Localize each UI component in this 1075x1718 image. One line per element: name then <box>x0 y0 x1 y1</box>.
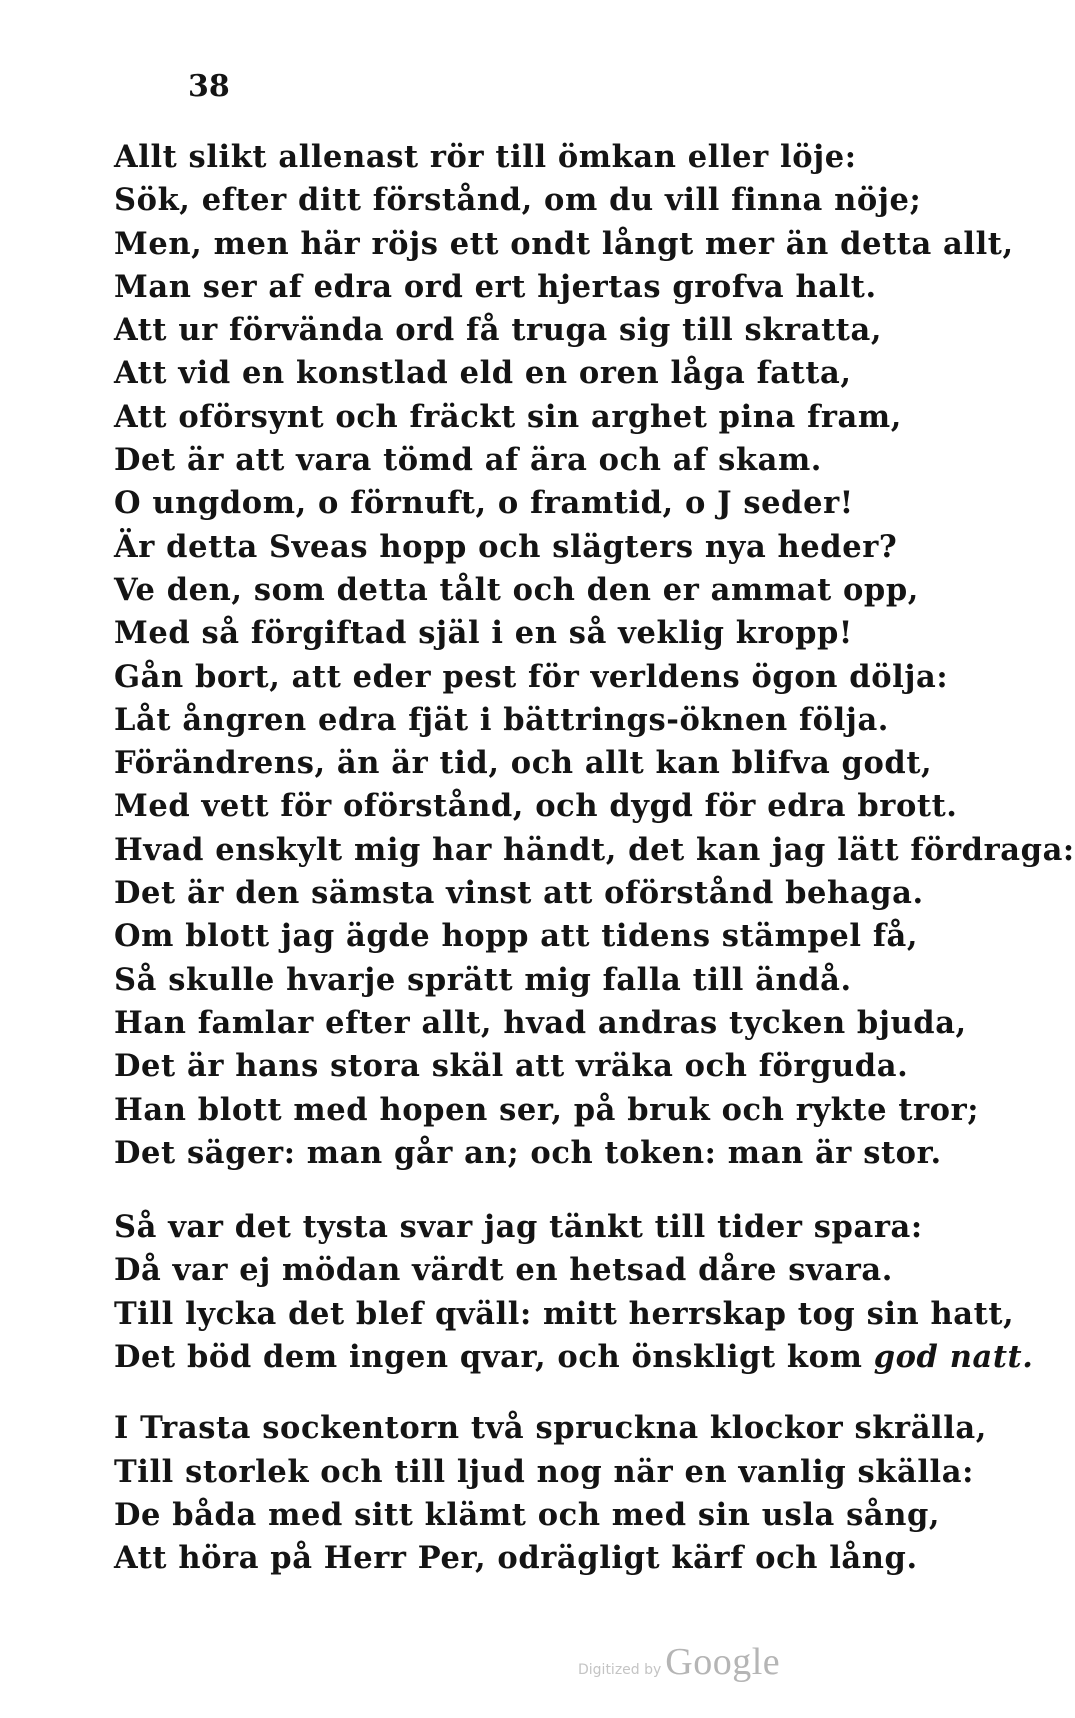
verse-line: Då var ej mödan värdt en hetsad dåre svara. <box>114 1252 893 1289</box>
verse-line: Att oförsynt och fräckt sin arghet pina fram, <box>114 398 902 435</box>
verse-line: Det är den sämsta vinst att oförstånd behaga. <box>114 875 924 912</box>
verse-line: Hvad enskylt mig har händt, det kan jag lätt fördraga: <box>114 831 1075 868</box>
stanza-2 <box>114 1206 1034 1379</box>
verse-line: Med så förgiftad själ i en så veklig kropp! <box>114 615 853 652</box>
verse-line: Så var det tysta svar jag tänkt till tider spara: <box>114 1209 923 1246</box>
verse-line: Sök, efter ditt förstånd, om du vill finna nöje; <box>114 182 922 219</box>
verse-line: Man ser af edra ord ert hjertas grofva halt. <box>114 268 877 305</box>
verse-line: Allt slikt allenast rör till ömkan eller löje: <box>114 139 857 175</box>
verse-line: Det säger: man går an; och token: man är stor. <box>114 1134 942 1171</box>
verse-line: Det är att vara tömd af ära och af skam. <box>114 442 823 479</box>
verse-line: Förändrens, än är tid, och allt kan blifva godt, <box>114 745 933 782</box>
verse-line: Om blott jag ägde hopp att tidens stämpel få, <box>114 918 919 955</box>
stanza-3 <box>114 1407 988 1580</box>
verse-line: Till storlek och till ljud nog när en vanlig skälla: <box>114 1453 974 1490</box>
verse-line: Till lycka det blef qväll: mitt herrskap tog sin hatt, <box>114 1295 1015 1332</box>
verse-line: Att höra på Herr Per, odrägligt kärf och lång. <box>114 1540 918 1577</box>
verse-line: De båda med sitt klämt och med sin usla sång, <box>114 1496 941 1533</box>
verse-line: Han blott med hopen ser, på bruk och rykte tror; <box>114 1091 980 1128</box>
verse-line: Men, men här röjs ett ondt långt mer än detta allt, <box>114 225 1014 262</box>
stanza-1 <box>114 136 1075 1175</box>
verse-line: Är detta Sveas hopp och slägters nya heder? <box>114 528 898 565</box>
verse-line: Så skulle hvarje sprätt mig falla till ändå. <box>114 961 852 998</box>
closing-line-text: Det böd dem ingen qvar, och önskligt kom <box>114 1339 874 1376</box>
verse-line: O ungdom, o förnuft, o framtid, o J seder! <box>114 485 854 522</box>
verse-line: Att ur förvända ord få truga sig till skratta, <box>114 312 883 349</box>
verse-line: Med vett för oförstånd, och dygd för edra brott. <box>114 788 958 825</box>
digitized-by-label: Digitized by <box>578 1662 662 1678</box>
verse-line: Låt ångren edra fjät i bättrings-öknen följa. <box>114 701 890 738</box>
poem-body <box>114 136 1075 1581</box>
page-number: 38 <box>188 69 230 104</box>
verse-line: Ve den, som detta tålt och den er ammat opp, <box>114 571 919 608</box>
digitized-by-google-watermark <box>578 1640 780 1684</box>
closing-line-italic: god natt. <box>873 1339 1034 1376</box>
google-logo: Google <box>665 1641 781 1683</box>
verse-line: Han famlar efter allt, hvad andras tycken bjuda, <box>114 1004 967 1041</box>
verse-line: Att vid en konstlad eld en oren låga fatta, <box>114 355 852 392</box>
verse-line: I Trasta sockentorn två spruckna klockor skrälla, <box>114 1410 988 1447</box>
verse-line-closing <box>114 1336 1034 1379</box>
verse-line: Det är hans stora skäl att vräka och förguda. <box>114 1048 909 1085</box>
verse-line: Gån bort, att eder pest för verldens ögon dölja: <box>114 658 949 695</box>
